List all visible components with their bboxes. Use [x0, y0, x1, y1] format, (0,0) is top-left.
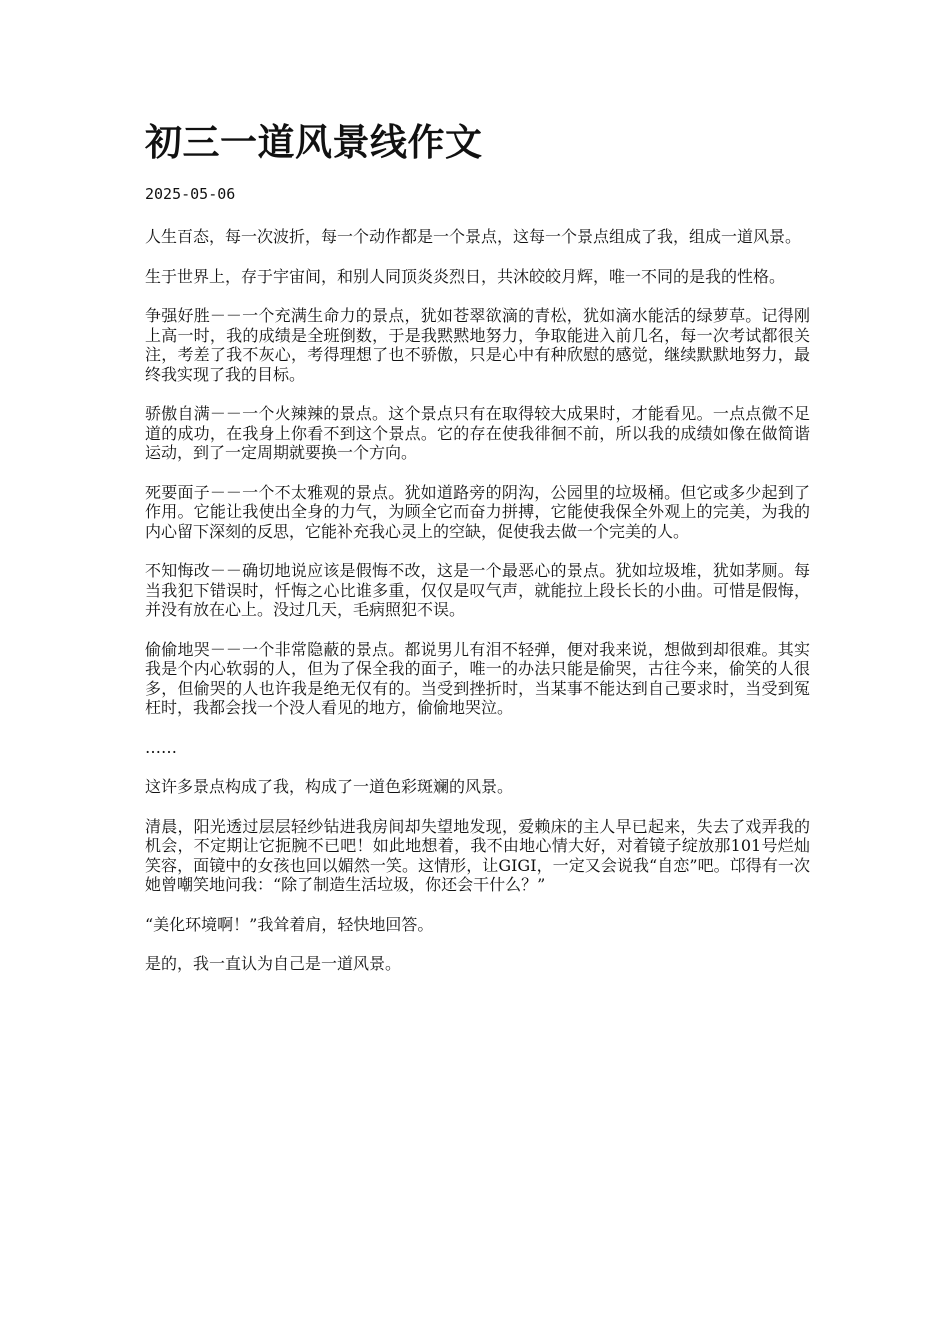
document-body — [145, 227, 810, 974]
paragraph: 不知悔改－－确切地说应该是假悔不改，这是一个最恶心的景点。犹如垃圾堆，犹如茅厕。每当我犯下错误时，忏悔之心比谁多重，仅仅是叹气声，就能拉上段长长的小曲。可惜是假悔，并没有放在心上。没过几天，毛病照犯不误。 — [145, 561, 810, 619]
paragraph: 清晨，阳光透过层层轻纱钻进我房间却失望地发现，爱赖床的主人早已起来，失去了戏弄我的机会，不定期让它扼腕不已吧！如此地想着，我不由地心情大好，对着镜子绽放那101号烂灿笑容，面镜中的女孩也回以媚然一笑。这情形，让GIGI，一定又会说我“自恋”吧。邙得有一次她曾嘲笑地问我：“除了制造生活垃圾，你还会干什么？” — [145, 816, 810, 894]
document-title: 初三一道风景线作文 — [145, 120, 483, 164]
paragraph: 死要面子－－一个不太雅观的景点。犹如道路旁的阴沟，公园里的垃圾桶。但它或多少起到了作用。它能让我使出全身的力气，为顾全它而奋力拼搏，它能使我保全外观上的完美，为我的内心留下深刻的反思，它能补充我心灵上的空缺，促使我去做一个完美的人。 — [145, 482, 810, 541]
paragraph: 这许多景点构成了我，构成了一道色彩斑斓的风景。 — [145, 777, 514, 796]
ellipsis-paragraph: …… — [145, 737, 177, 757]
paragraph: 人生百态，每一次波折，每一个动作都是一个景点，这每一个景点组成了我，组成一道风景。 — [145, 227, 802, 246]
paragraph: 骄傲自满－－一个火辣辣的景点。这个景点只有在取得较大成果时，才能看见。一点点微不足道的成功，在我身上你看不到这个景点。它的存在使我徘徊不前，所以我的成绩如像在做简谐运动，到了一定周期就要换一个方向。 — [145, 404, 810, 462]
document-page — [145, 118, 810, 994]
paragraph: 生于世界上，存于宇宙间，和别人同顶炎炎烈日，共沐皎皎月辉，唯一不同的是我的性格。 — [145, 266, 786, 286]
paragraph: 争强好胜－－一个充满生命力的景点，犹如苍翠欲滴的青松，犹如滴水能活的绿萝草。记得刚上高一时，我的成绩是全班倒数，于是我黙黙地努力，争取能进入前几名，每一次考试都很关注，考差了我不灰心，考得理想了也不骄傲，只是心中有种欣慰的感觉，继续默默地努力，最终我实现了我的目标。 — [145, 306, 810, 384]
publish-date: 2025-05-06 — [145, 185, 236, 203]
paragraph: 是的，我一直认为自己是一道风景。 — [145, 954, 402, 973]
paragraph: 偷偷地哭－－一个非常隐蔽的景点。都说男儿有泪不轻弹，便对我来说，想做到却很难。其实我是个内心软弱的人，但为了保全我的面子，唯一的办法只能是偷哭，古往今来，偷笑的人很多，但偷哭的人也许我是绝无仅有的。当受到挫折时，当某事不能达到自己要求时，当受到冤枉时，我都会找一个没人看见的地方，偷偷地哭泣。 — [145, 639, 810, 717]
paragraph: “美化环境啊！”我耸着肩，轻快地回答。 — [145, 914, 434, 934]
